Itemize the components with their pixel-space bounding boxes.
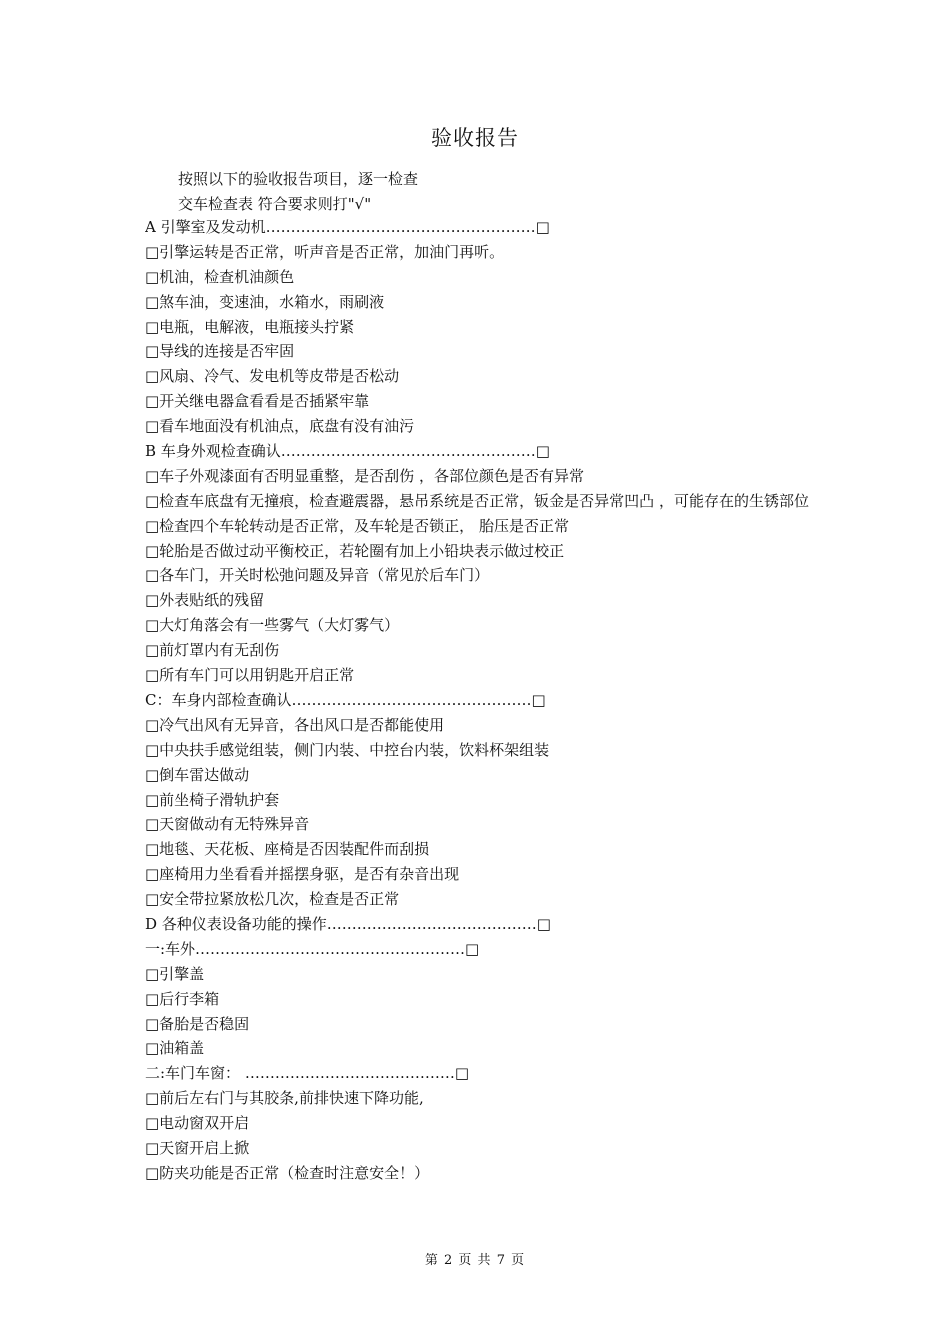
checklist-body — [145, 215, 815, 1186]
intro-line-1: 按照以下的验收报告项目，逐一检查 — [178, 170, 419, 188]
checklist-item: □引擎运转是否正常，听声音是否正常，加油门再听。 — [145, 242, 505, 261]
section-heading-a: A 引擎室及发动机………………………………………………□ — [145, 218, 550, 236]
subsection-heading: 一:车外………………………………………………□ — [145, 939, 480, 958]
checklist-item: □检查四个车轮转动是否正常，及车轮是否锁正， 胎压是否正常 — [145, 516, 569, 535]
subsection-heading: 二:车门车窗： ……………………………………□ — [145, 1064, 469, 1083]
checklist-item: □检查车底盘有无撞痕，检查避震器，悬吊系统是否正常，钣金是否异常凹凸 ，可能存在的生锈部位 — [145, 491, 809, 510]
checklist-item: □后行李箱 — [145, 989, 220, 1008]
section-heading-c: C：车身内部检查确认…………………………………………□ — [145, 690, 546, 709]
checklist-item: □引擎盖 — [145, 964, 205, 983]
checklist-item: □中央扶手感觉组装，侧门内装、中控台内装，饮料杯架组装 — [145, 740, 550, 759]
checklist-item: □天窗做动有无特殊异音 — [145, 815, 310, 834]
checklist-item: □地毯、天花板、座椅是否因装配件而刮损 — [145, 840, 430, 859]
page-number: 第 2 页 共 7 页 — [424, 1253, 526, 1268]
checklist-item: □前灯罩内有无刮伤 — [145, 641, 280, 660]
checklist-item: □前后左右门与其胶条,前排快速下降功能, — [145, 1089, 424, 1108]
checklist-item: □煞车油，变速油，水箱水，雨刷液 — [145, 292, 385, 311]
checklist-item: □车子外观漆面有否明显重整，是否刮伤 ，各部位颜色是否有异常 — [145, 466, 584, 485]
checklist-item: □机油，检查机油颜色 — [145, 267, 295, 286]
checklist-item: □防夹功能是否正常（检查时注意安全！） — [145, 1163, 430, 1182]
checklist-item: □看车地面没有机油点，底盘有没有油污 — [145, 417, 415, 436]
checklist-item: □前坐椅子滑轨护套 — [145, 790, 280, 809]
checklist-item: □冷气出风有无异音，各出风口是否都能使用 — [145, 715, 445, 734]
checklist-item: □开关继电器盒看看是否插紧牢靠 — [145, 392, 370, 411]
checklist-item: □安全带拉紧放松几次，检查是否正常 — [145, 890, 400, 909]
checklist-item: □电瓶，电解液，电瓶接头拧紧 — [145, 317, 355, 336]
checklist-item: □大灯角落会有一些雾气（大灯雾气） — [145, 616, 400, 635]
checklist-item: □导线的连接是否牢固 — [145, 342, 295, 361]
checklist-item: □电动窗双开启 — [145, 1114, 250, 1133]
page-title: 验收报告 — [431, 126, 519, 150]
checklist-item: □风扇、冷气、发电机等皮带是否松动 — [145, 367, 400, 386]
checklist-item: □备胎是否稳固 — [145, 1014, 250, 1033]
checklist-item: □倒车雷达做动 — [145, 765, 250, 784]
checklist-item: □座椅用力坐看看并摇摆身驱，是否有杂音出现 — [145, 865, 460, 884]
intro-line-2: 交车检查表 符合要求则打"√" — [178, 195, 372, 213]
section-heading-b: B 车身外观检查确认……………………………………………□ — [145, 442, 550, 461]
checklist-item: □轮胎是否做过动平衡校正，若轮圈有加上小铅块表示做过校正 — [145, 541, 565, 560]
checklist-item: □天窗开启上掀 — [145, 1138, 250, 1157]
checklist-item: □油箱盖 — [145, 1039, 205, 1058]
checklist-item: □所有车门可以用钥匙开启正常 — [145, 666, 355, 685]
checklist-item: □各车门，开关时松弛问题及异音（常见於后车门） — [145, 566, 490, 585]
section-heading-d: D 各种仪表设备功能的操作……………………………………□ — [145, 914, 551, 933]
checklist-item: □外表贴纸的残留 — [145, 591, 265, 610]
